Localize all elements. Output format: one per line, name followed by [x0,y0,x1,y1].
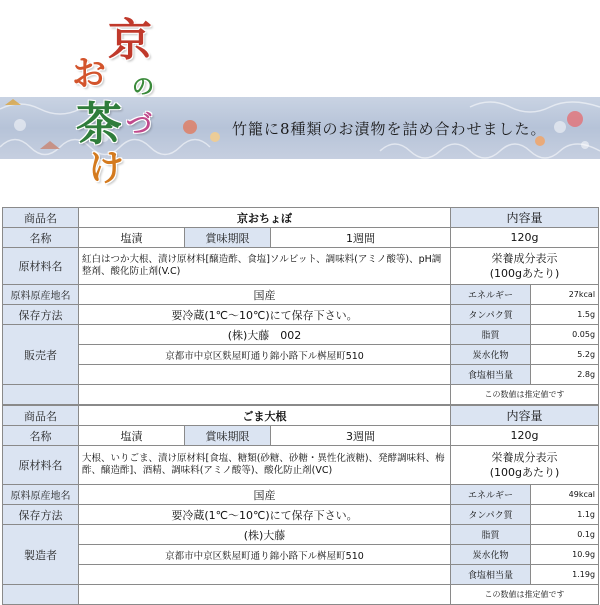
table-row [3,228,599,248]
logo-char: お [72,54,106,94]
logo-char: づ [126,110,153,140]
empty-cell [79,365,451,385]
nutrient-value: 10.9g [531,545,599,565]
estimate-note: この数値は推定値です [451,585,599,605]
ingredients-label: 原材料名 [3,248,79,285]
best-before-label: 賞味期限 [185,228,271,248]
nutrient-label: 脂質 [451,525,531,545]
table-row [3,365,599,385]
table-row [3,248,599,285]
nutrient-value: 1.19g [531,565,599,585]
ingredients-value: 大根、いりごま、漬け原材料[食塩、糖類(砂糖、砂糖・異性化液糖)、発酵調味料、梅酢、醸造酢]、酒精、調味料(アミノ酸等)、酸化防止剤(VC) [79,446,451,485]
nutrient-label: 食塩相当量 [451,565,531,585]
storage-label: 保存方法 [3,305,79,325]
manufacturer-address: 京都市中京区麩屋町通り錦小路下ル桝屋町510 [79,545,451,565]
best-before-value: 1週間 [271,228,451,248]
logo-char: け [88,147,125,189]
table-row [3,208,599,228]
product-name-value: 京おちょぼ [79,208,451,228]
seller-address: 京都市中京区麩屋町通り錦小路下ル桝屋町510 [79,345,451,365]
nutrition-title: 栄養成分表示 [491,451,558,464]
nutrient-label: タンパク質 [451,305,531,325]
nutrient-label: 食塩相当量 [451,365,531,385]
table-row [3,285,599,305]
best-before-label: 賞味期限 [185,426,271,446]
contents-header: 内容量 [451,208,599,228]
empty-cell [3,585,79,605]
seller-label: 販売者 [3,325,79,385]
brand-logo [60,4,170,194]
empty-cell [79,385,451,405]
contents-value: 120g [451,426,599,446]
nutrient-value: 0.05g [531,325,599,345]
nutrition-per: (100gあたり) [489,267,560,280]
table-row [3,485,599,505]
nutrient-label: 脂質 [451,325,531,345]
nutrient-label: エネルギー [451,285,531,305]
storage-value: 要冷蔵(1℃〜10℃)にて保存下さい。 [79,505,451,525]
estimate-note: この数値は推定値です [451,385,599,405]
empty-cell [79,585,451,605]
table-row [3,505,599,525]
best-before-value: 3週間 [271,426,451,446]
origin-value: 国産 [79,485,451,505]
nutrient-label: 炭水化物 [451,545,531,565]
table-row [3,446,599,485]
table-row [3,585,599,605]
contents-value: 120g [451,228,599,248]
nutrition-header [451,248,599,285]
nutrient-label: エネルギー [451,485,531,505]
storage-value: 要冷蔵(1℃〜10℃)にて保存下さい。 [79,305,451,325]
nutrient-value: 5.2g [531,345,599,365]
nutrition-header [451,446,599,485]
storage-label: 保存方法 [3,505,79,525]
nutrient-value: 0.1g [531,525,599,545]
category-value: 塩漬 [79,426,185,446]
nutrient-value: 27kcal [531,285,599,305]
nutrient-value: 2.8g [531,365,599,385]
category-value: 塩漬 [79,228,185,248]
logo-char: 茶 [76,97,122,151]
table-row [3,406,599,426]
nutrient-label: 炭水化物 [451,345,531,365]
empty-cell [3,385,79,405]
nutrition-per: (100gあたり) [489,466,560,479]
product-label-table-1 [2,207,599,405]
manufacturer-name: (株)大藤 [79,525,451,545]
nutrition-title: 栄養成分表示 [491,252,558,265]
product-label-table-2 [2,405,599,605]
origin-label: 原料原産地名 [3,285,79,305]
table-row [3,325,599,345]
logo-char: 京 [108,15,152,66]
table-row [3,525,599,545]
table-row [3,426,599,446]
category-label: 名称 [3,228,79,248]
nutrient-value: 49kcal [531,485,599,505]
category-label: 名称 [3,426,79,446]
manufacturer-label: 製造者 [3,525,79,585]
product-name-value: ごま大根 [79,406,451,426]
nutrient-value: 1.5g [531,305,599,325]
contents-header: 内容量 [451,406,599,426]
nutrient-label: タンパク質 [451,505,531,525]
table-row [3,565,599,585]
seller-name: (株)大藤 002 [79,325,451,345]
origin-label: 原料原産地名 [3,485,79,505]
table-row [3,305,599,325]
product-name-label: 商品名 [3,406,79,426]
product-name-label: 商品名 [3,208,79,228]
banner-tagline: 竹籠に8種類のお漬物を詰め合わせました。 [232,120,547,138]
header-banner [0,0,600,200]
ingredients-label: 原材料名 [3,446,79,485]
table-row [3,385,599,405]
origin-value: 国産 [79,285,451,305]
ingredients-value: 紅白はつか大根、漬け原材料[醸造酢、食塩]ソルビット、調味料(アミノ酸等)、pH調整剤、酸化防止剤(V.C) [79,248,451,285]
nutrient-value: 1.1g [531,505,599,525]
empty-cell [79,565,451,585]
logo-char: の [132,74,155,100]
table-row [3,345,599,365]
table-row [3,545,599,565]
